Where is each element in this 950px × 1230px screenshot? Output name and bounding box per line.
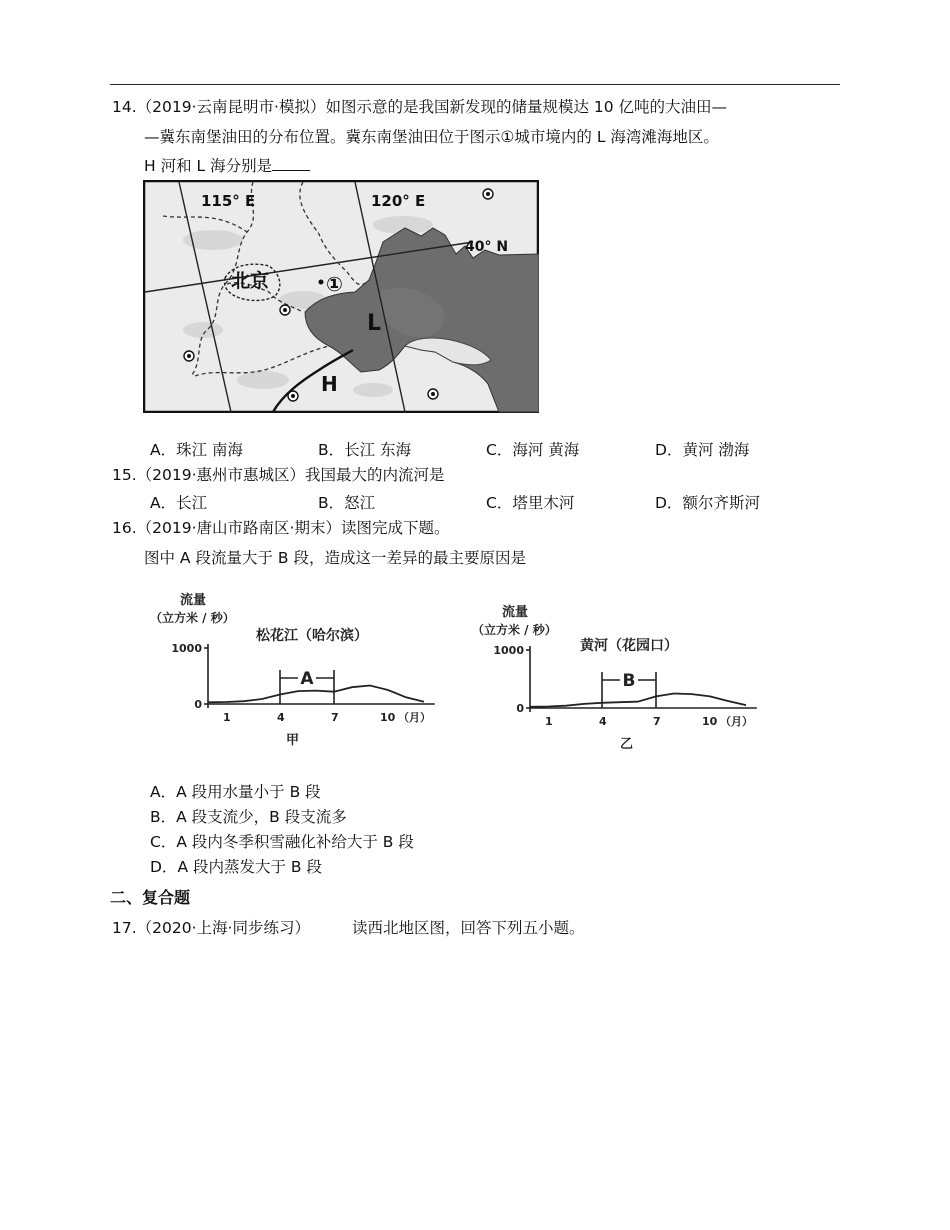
segment-label: B — [622, 671, 636, 691]
option-text: A 段内冬季积雪融化补给大于 B 段 — [176, 833, 414, 851]
answer-blank — [272, 156, 310, 171]
option-text: A 段用水量小于 B 段 — [176, 783, 321, 801]
q16-text-2: 图中 A 段流量大于 B 段，造成这一差异的最主要原因是 — [144, 549, 526, 567]
option-label: D． — [150, 858, 178, 876]
q17-line — [112, 918, 584, 938]
option-text: 塔里木河 — [512, 494, 575, 512]
q14-line1 — [112, 97, 727, 117]
sea-l-label: L — [367, 311, 382, 336]
x-tick-label: 1 — [545, 715, 553, 728]
option-label: B． — [150, 808, 177, 826]
flow-line — [530, 694, 746, 707]
option-label: D． — [655, 494, 683, 512]
x-axis-label: （月） — [720, 715, 753, 728]
q15-option-c[interactable] — [486, 493, 574, 513]
flow-line — [208, 686, 424, 703]
option-text: 珠江 南海 — [176, 441, 244, 459]
option-text: A 段内蒸发大于 B 段 — [177, 858, 322, 876]
option-text: 怒江 — [344, 494, 376, 512]
q15-text: （2019·惠州市惠城区）我国最大的内流河是 — [136, 466, 445, 484]
option-text: 额尔齐斯河 — [682, 494, 760, 512]
q16-line1 — [112, 518, 449, 538]
option-text: A 段支流少，B 段支流多 — [176, 808, 347, 826]
q17-number: 17. — [112, 919, 137, 937]
q15-option-b[interactable] — [318, 493, 375, 513]
q14-option-d[interactable] — [655, 440, 749, 460]
y-tick-label: 1000 — [171, 642, 202, 655]
option-text: 长江 — [176, 494, 208, 512]
option-label: A． — [150, 783, 177, 801]
q16-option-c[interactable] — [150, 832, 414, 852]
chart-huanghe — [472, 604, 757, 752]
lon-120-label: 120° E — [371, 192, 426, 210]
q16-option-a[interactable] — [150, 782, 321, 802]
q14-line3 — [144, 156, 310, 176]
q14-text-1: （2019·云南昆明市·模拟）如图示意的是我国新发现的储量规模达 10 亿吨的大油田— — [136, 98, 728, 116]
option-text: 长江 东海 — [344, 441, 412, 459]
option-label: C． — [486, 494, 513, 512]
option-label: A． — [150, 494, 177, 512]
x-tick-label: 7 — [331, 711, 339, 724]
y-axis-unit: （立方米 / 秒） — [472, 623, 557, 637]
segment-label: A — [300, 669, 314, 689]
chart-caption: 甲 — [286, 733, 300, 748]
y-tick-label: 0 — [516, 702, 524, 715]
city-1-marker: ① — [326, 272, 343, 296]
y-tick-label: 1000 — [493, 644, 524, 657]
chart-songhua — [150, 592, 435, 748]
q16-option-b[interactable] — [150, 807, 347, 827]
option-label: D． — [655, 441, 683, 459]
q15-number: 15. — [112, 466, 137, 484]
q16-text-1: （2019·唐山市路南区·期末）读图完成下题。 — [136, 519, 450, 537]
y-axis-label: 流量 — [502, 605, 529, 620]
x-tick-label: 10 — [380, 711, 396, 724]
q14-option-c[interactable] — [486, 440, 579, 460]
option-label: A． — [150, 441, 177, 459]
q14-option-b[interactable] — [318, 440, 411, 460]
beijing-label: 北京 — [231, 270, 270, 292]
chart-title: 黄河（花园口） — [580, 638, 678, 654]
x-tick-label: 4 — [599, 715, 607, 728]
q16-option-d[interactable] — [150, 857, 322, 877]
lon-115-label: 115° E — [201, 192, 256, 210]
x-tick-label: 1 — [223, 711, 231, 724]
option-text: 黄河 渤海 — [682, 441, 750, 459]
q17-source: （2020·上海·同步练习） — [136, 919, 310, 937]
option-label: B． — [318, 441, 345, 459]
x-tick-label: 7 — [653, 715, 661, 728]
chart-title: 松花江（哈尔滨） — [256, 628, 368, 644]
q15-option-a[interactable] — [150, 493, 207, 513]
x-axis-label: （月） — [398, 711, 431, 724]
q14-text-2: —冀东南堡油田的分布位置。冀东南堡油田位于图示①城市境内的 L 海湾滩海地区。 — [144, 128, 719, 146]
option-label: C． — [150, 833, 177, 851]
lat-40-label: 40° N — [465, 239, 509, 255]
x-tick-label: 4 — [277, 711, 285, 724]
q15-line1 — [112, 465, 445, 485]
y-axis-unit: （立方米 / 秒） — [150, 611, 235, 625]
header-rule — [110, 84, 840, 85]
q17-text: 读西北地区图，回答下列五小题。 — [351, 919, 585, 937]
q14-text-3: H 河和 L 海分别是 — [144, 157, 273, 175]
flow-charts — [138, 584, 768, 760]
q15-option-d[interactable] — [655, 493, 760, 513]
chart-caption: 乙 — [620, 737, 634, 752]
q16-number: 16. — [112, 519, 137, 537]
option-text: 海河 黄海 — [512, 441, 580, 459]
option-label: C． — [486, 441, 513, 459]
y-axis-label: 流量 — [180, 593, 207, 608]
oilfield-map — [143, 180, 539, 413]
river-h-label: H — [321, 372, 338, 396]
section-title: 二、复合题 — [110, 888, 191, 907]
q14-option-a[interactable] — [150, 440, 243, 460]
x-tick-label: 10 — [702, 715, 718, 728]
option-label: B． — [318, 494, 345, 512]
y-tick-label: 0 — [194, 698, 202, 711]
q14-number: 14. — [112, 98, 137, 116]
